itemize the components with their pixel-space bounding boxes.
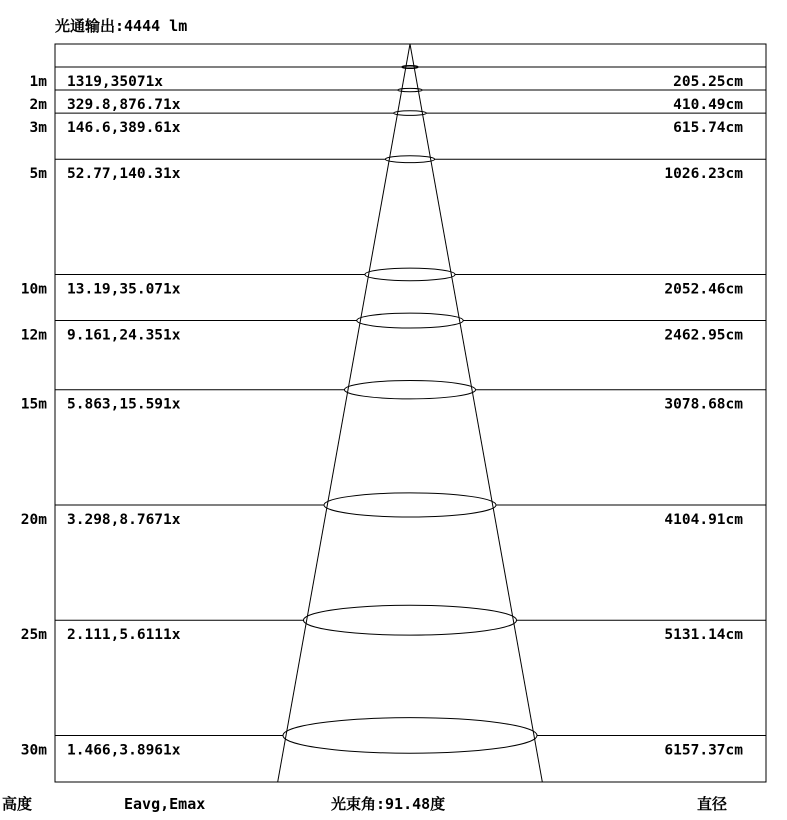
beam-ellipse-8 [324, 493, 496, 517]
beam-ellipse-6 [357, 313, 464, 328]
illuminance-value-3: 146.6,389.61x [67, 120, 181, 137]
height-label-2: 2m [29, 97, 47, 114]
height-label-4: 5m [29, 166, 47, 183]
beam-cone [278, 44, 543, 782]
height-label-6: 12m [20, 327, 47, 344]
illuminance-value-7: 5.863,15.591x [67, 396, 181, 413]
beam-ellipse-9 [303, 605, 516, 635]
beam-ellipse-10 [283, 718, 537, 754]
beam-ellipse-3 [394, 111, 427, 116]
illuminance-value-6: 9.161,24.351x [67, 327, 181, 344]
diameter-value-4: 1026.23cm [664, 166, 743, 183]
beam-edge-left [278, 44, 410, 782]
height-label-8: 20m [20, 511, 47, 528]
beam-ellipse-7 [344, 381, 475, 399]
diameter-value-6: 2462.95cm [664, 327, 743, 344]
diameter-value-1: 205.25cm [673, 74, 743, 90]
illuminance-column-label: Eavg,Emax [124, 795, 206, 813]
illuminance-value-4: 52.77,140.31x [67, 166, 181, 183]
beam-ellipse-4 [385, 156, 434, 163]
beam-ellipse-5 [365, 268, 455, 281]
height-label-1: 1m [29, 74, 47, 90]
illuminance-value-10: 1.466,3.8961x [67, 742, 181, 759]
height-column-label: 高度 [2, 795, 33, 813]
beam-edge-right [410, 44, 542, 782]
diameter-value-3: 615.74cm [673, 120, 743, 137]
height-label-9: 25m [20, 627, 47, 644]
diagram-frame [55, 44, 766, 782]
diameter-value-9: 5131.14cm [664, 627, 743, 644]
luminous-flux-label: 光通输出:4444 lm [55, 17, 188, 35]
illuminance-value-8: 3.298,8.7671x [67, 511, 181, 528]
illuminance-value-9: 2.111,5.6111x [67, 627, 181, 644]
height-label-3: 3m [29, 120, 47, 137]
diameter-value-10: 6157.37cm [664, 742, 743, 759]
height-label-10: 30m [20, 742, 47, 759]
height-label-7: 15m [20, 396, 47, 413]
diameter-value-2: 410.49cm [673, 97, 743, 114]
diameter-value-7: 3078.68cm [664, 396, 743, 413]
illuminance-value-2: 329.8,876.71x [67, 97, 181, 114]
beam-angle-label: 光束角:91.48度 [331, 795, 446, 813]
diameter-value-8: 4104.91cm [664, 511, 743, 528]
illuminance-value-1: 1319,35071x [67, 74, 164, 90]
illuminance-value-5: 13.19,35.071x [67, 281, 181, 298]
diameter-value-5: 2052.46cm [664, 281, 743, 298]
distance-rows [21, 67, 766, 758]
height-label-5: 10m [20, 281, 47, 298]
diameter-column-label: 直径 [697, 795, 728, 813]
